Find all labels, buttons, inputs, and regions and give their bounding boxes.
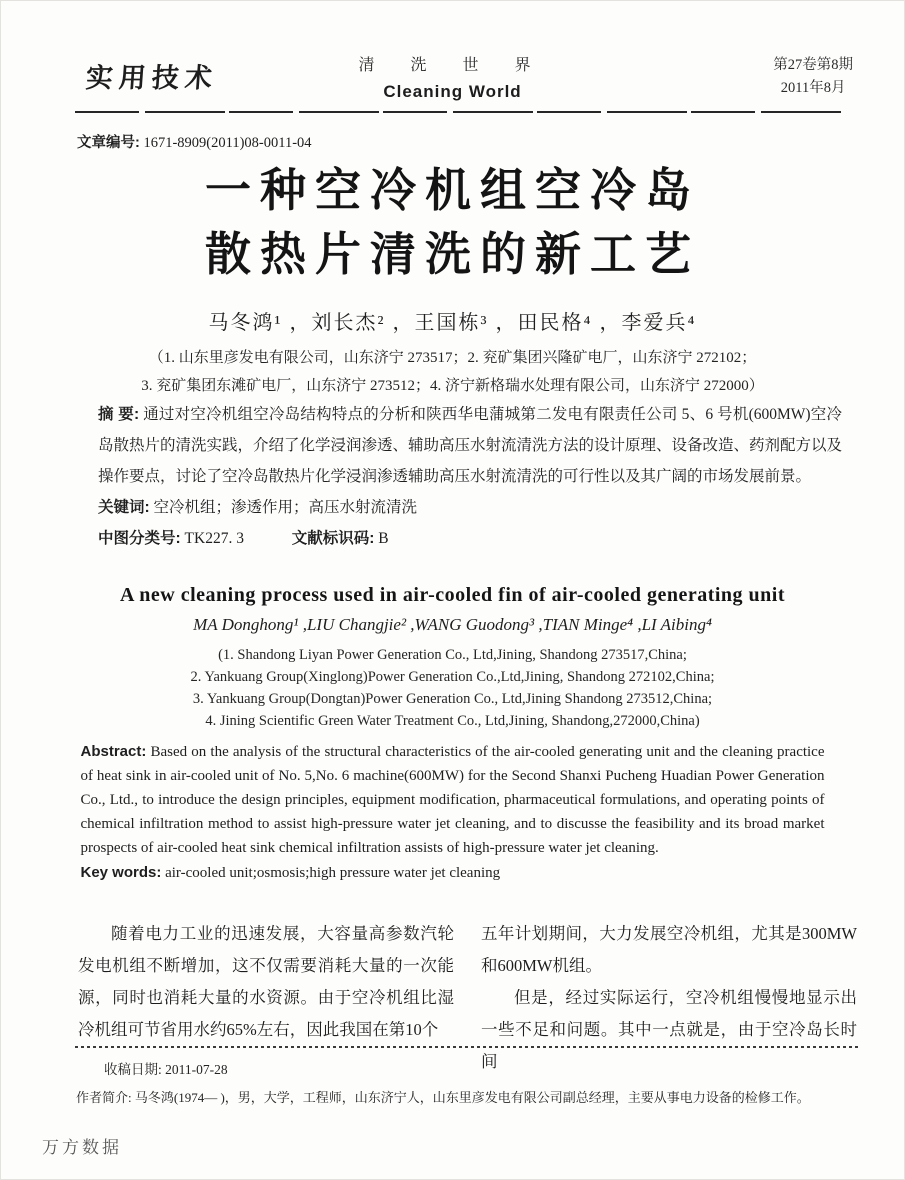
affiliation-en-line1: (1. Shandong Liyan Power Generation Co., Ltd,Jining, Shandong 273517,China; — [218, 647, 687, 663]
keywords-en — [81, 861, 825, 885]
abstract-en-text: Based on the analysis of the structural characteristics of the air-cooled generating unit and the cleaning practice of heat sink in air-cooled unit of No. 5,No. 6 machine(600MW) for the Second Shanxi Pucheng Huadian Power Generation Co., Ltd., to introduce the design principles, equipment modification, pharmaceutical formulations, and operating points of chemical infiltration method to assist high-pressure water jet cleaning, and to discusse the feasibility and its broad market prospects of air-cooled heat sink chemical infiltration assists of high-pressure water jet cleaning. — [80, 744, 825, 856]
affiliation-cn-line1: （1. 山东里彦发电有限公司，山东济宁 273517；2. 兖矿集团兴隆矿电厂，山东济宁 272102； — [148, 350, 757, 366]
keywords-en-label: Key words: — [80, 864, 162, 881]
abstract-cn — [98, 399, 842, 492]
article-number — [77, 131, 312, 152]
authors-en: MA Donghong¹ ,LIU Changjie² ,WANG Guodong³ ,TIAN Minge⁴ ,LI Aibing⁴ — [193, 615, 712, 634]
keywords-cn-text: 空冷机组；渗透作用；高压水射流清洗 — [153, 499, 418, 516]
clc-label: 中图分类号: — [98, 530, 181, 547]
paper-title-line1: 一种空冷机组空冷岛 — [205, 164, 700, 216]
author-bio — [76, 1087, 866, 1106]
article-number-label: 文章编号: — [77, 135, 140, 151]
english-block — [0, 584, 905, 885]
affiliation-cn-line2: 3. 兖矿集团东滩矿电厂，山东济宁 273512；4. 济宁新格瑞水处理有限公司，山东济宁 272000） — [141, 378, 764, 394]
keywords-en-text: air-cooled unit;osmosis;high pressure water jet cleaning — [165, 865, 501, 881]
journal-title-en: Cleaning World — [383, 82, 522, 101]
body-column-right — [481, 918, 857, 1078]
affiliation-en-line4: 4. Jining Scientific Green Water Treatment Co., Ltd,Jining, Shandong,272000,China) — [205, 713, 700, 729]
affiliation-en-line2: 2. Yankuang Group(Xinglong)Power Generation Co.,Ltd,Jining, Shandong 272102,China; — [190, 669, 715, 685]
wanfang-watermark: 万方数据 — [42, 1138, 122, 1157]
body-columns — [78, 918, 857, 1078]
clc-value: TK227. 3 — [184, 530, 244, 547]
body-paragraph-right-2: 但是，经过实际运行，空冷机组慢慢地显示出一些不足和问题。其中一点就是，由于空冷岛长时间 — [481, 988, 857, 1071]
issue-info — [773, 54, 853, 100]
doc-code-label: 文献标识码: — [291, 530, 375, 547]
journal-masthead — [358, 52, 546, 102]
journal-title-cn: 清 洗 世 界 — [358, 57, 547, 74]
affiliation-en-line3: 3. Yankuang Group(Dongtan)Power Generation Co., Ltd,Jining Shandong 273512,China; — [192, 691, 713, 707]
received-date-label: 收稿日期: — [104, 1062, 162, 1077]
author-bio-text: 马冬鸿(1974— )，男，大学，工程师，山东济宁人，山东里彦发电有限公司副总经理，主要从事电力设备的检修工作。 — [134, 1090, 810, 1105]
footnote-separator — [75, 1046, 861, 1048]
abstract-en-label: Abstract: — [80, 743, 147, 760]
column-label: 实用技术 — [84, 63, 219, 93]
authors-cn: 马冬鸿¹ ，刘长杰² ，王国栋³ ，田民格⁴ ，李爱兵⁴ — [208, 312, 697, 334]
body-paragraph-right-1: 五年计划期间，大力发展空冷机组，尤其是300MW和600MW机组。 — [481, 924, 857, 975]
doc-code-value: B — [378, 530, 389, 547]
keywords-cn-label: 关键词: — [98, 499, 150, 516]
affiliations-en — [0, 644, 905, 732]
abstract-cn-text: 通过对空冷机组空冷岛结构特点的分析和陕西华电蒲城第二发电有限责任公司 5、6 号机(600MW)空冷岛散热片的清洗实践，介绍了化学浸润渗透、辅助高压水射流清洗方法的设计原理、设备改造、药剂配方以及操作要点，讨论了空冷岛散热片化学浸润渗透辅助高压水射流清洗的可行性以及其广阔的市场发展前景。 — [98, 406, 843, 485]
abstract-en — [81, 740, 825, 860]
issue-volume: 第27卷第8期 — [773, 57, 853, 73]
affiliations-cn — [0, 344, 905, 400]
paper-title-line2: 散热片清洗的新工艺 — [205, 228, 700, 280]
received-date — [76, 1058, 866, 1078]
author-bio-label: 作者简介: — [76, 1090, 132, 1105]
paper-title-en: A new cleaning process used in air-cooled fin of air-cooled generating unit — [119, 584, 786, 606]
header-rule — [75, 111, 845, 113]
issue-date: 2011年8月 — [780, 80, 846, 96]
paper-title-cn — [0, 158, 905, 286]
body-paragraph-left: 随着电力工业的迅速发展，大容量高参数汽轮发电机组不断增加，这不仅需要消耗大量的一次能源，同时也消耗大量的水资源。由于空冷机组比湿冷机组可节省用水约65%左右，因此我国在第10个 — [78, 924, 454, 1039]
body-column-left — [78, 918, 454, 1078]
footnotes — [76, 1058, 866, 1106]
received-date-value: 2011-07-28 — [165, 1062, 228, 1077]
abstract-cn-label: 摘 要: — [98, 406, 140, 423]
clc-line — [98, 523, 842, 554]
keywords-cn — [98, 492, 842, 523]
chinese-meta-block — [98, 399, 842, 554]
article-number-value: 1671-8909(2011)08-0011-04 — [143, 135, 312, 151]
